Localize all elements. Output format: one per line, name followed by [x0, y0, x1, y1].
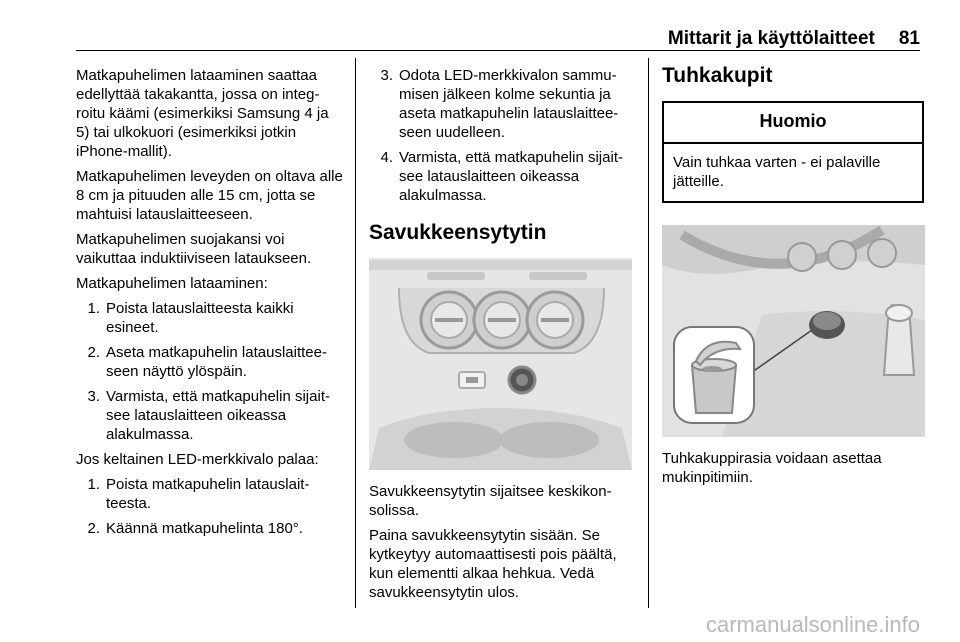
paragraph: Matkapuhelimen lataaminen saattaa edellyttää takakantta, jossa on integ-roitu käämi (esimerkiksi Samsung 4 ja 5) tai ulkokuori (esimerkiksi jotkin iPhone-mallit). [76, 67, 329, 160]
header-rule [76, 50, 920, 51]
list-text: Varmista, että matkapuhelin sijait-see latauslaitteen oikeassa alakulmassa. [106, 388, 330, 443]
list-number: 3. [380, 67, 393, 84]
list-text: Käännä matkapuhelinta 180°. [106, 520, 303, 537]
list-item [76, 475, 344, 513]
paragraph: Matkapuhelimen leveyden on oltava alle 8 cm ja pituuden alle 15 cm, jotta se mahtuisi latauslaitteeseen. [76, 168, 343, 223]
page-header [668, 28, 920, 50]
notice-text: Vain tuhkaa varten - ei palaville jätteille. [673, 154, 881, 190]
list-text: Odota LED-merkkivalon sammu-misen jälkeen kolme sekuntia ja aseta matkapuhelin latauslaittee-seen uudelleen. [399, 67, 619, 141]
paragraph: Matkapuhelimen suojakansi voi vaikuttaa induktiiviseen lataukseen. [76, 231, 312, 267]
list-number: 2. [87, 520, 100, 537]
paragraph: Tuhkakuppirasia voidaan asettaa mukinpitimiin. [662, 450, 882, 486]
list-item [369, 66, 633, 142]
list-item [76, 299, 344, 337]
column-divider-2 [648, 58, 649, 608]
cigarette-lighter-illustration [369, 258, 632, 470]
column-2 [369, 66, 633, 608]
section-heading: Tuhkakupit [662, 64, 773, 87]
watermark: carmanualsonline.info [705, 612, 920, 637]
notice-title: Huomio [664, 103, 922, 144]
paragraph: Jos keltainen LED-merkkivalo palaa: [76, 451, 319, 468]
paragraph: Savukkeensytytin sijaitsee keskikon-solissa. [369, 483, 612, 519]
list-text: Poista latauslaitteesta kaikki esineet. [106, 300, 294, 336]
list-number: 3. [87, 388, 100, 405]
list-number: 2. [87, 344, 100, 361]
column-1 [76, 66, 344, 544]
list-text: Aseta matkapuhelin latauslaittee-seen näyttö ylöspäin. [106, 344, 327, 380]
list-item [76, 519, 344, 538]
list-text: Varmista, että matkapuhelin sijait-see latauslaitteen oikeassa alakulmassa. [399, 149, 623, 204]
list-item [76, 387, 344, 444]
paragraph: Paina savukkeensytytin sisään. Se kytkeytyy automaattisesti pois päältä, kun elementti alkaa hehkua. Vedä savukkeensytytin ulos. [369, 527, 617, 601]
list-item [76, 343, 344, 381]
header-title: Mittarit ja käyttölaitteet [667, 28, 875, 49]
column-3 [662, 66, 924, 493]
list-number: 4. [380, 149, 393, 166]
ashtray-illustration [662, 225, 925, 437]
paragraph: Matkapuhelimen lataaminen: [76, 275, 268, 292]
list-number: 1. [87, 300, 100, 317]
column-divider-1 [355, 58, 356, 608]
page-number: 81 [898, 28, 920, 49]
list-text: Poista matkapuhelin latauslait-teesta. [106, 476, 310, 512]
notice-box [662, 101, 924, 203]
list-number: 1. [87, 476, 100, 493]
section-heading: Savukkeensytytin [369, 221, 547, 244]
list-item [369, 148, 633, 205]
